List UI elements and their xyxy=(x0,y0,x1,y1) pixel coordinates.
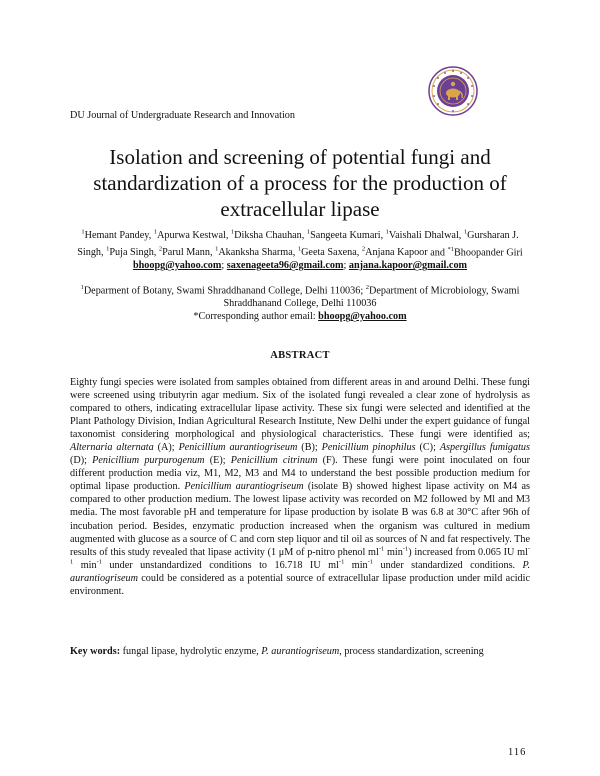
author-sup: 1 xyxy=(306,229,311,236)
affiliation-botany: Deparment of Botany, Swami Shraddhanand College, Delhi 110036; xyxy=(83,285,366,297)
author-name: Anjana Kapoor xyxy=(365,246,428,258)
affiliations xyxy=(70,281,530,323)
author-sup: 1 xyxy=(106,245,110,253)
species-name: Penicillium citrinum xyxy=(230,455,318,467)
author-name: Diksha Chauhan xyxy=(234,230,302,242)
university-seal-icon xyxy=(428,66,478,116)
author-sup: 1 xyxy=(153,229,158,236)
abstract-text: Eighty fungi species were isolated from samples obtained from different areas in and around Delhi. These fungi were screened using tributyrin agar medium. Six of the isolated fungi revealed a clear zone of hydrolysis as compared to others, indicating extracellular lipase activity. These six fungi were selected and identified at the Plant Pathology Division, Indian Agricultural Research Institute, New Delhi under the expert guidance of fungal taxonomist considering morphological and physiological characteristics. These fungi were identified as; Alternaria alternata (A); Penicillium aurantiogriseum (B); Penicillium pinophilus (C); Aspergillus fumigatus (D); Penicillium purpurogenum (E); Penicillium citrinum (F). These fungi were point inoculated on four different production media viz, M1, M2, M3 and M4 to understand the best possible production medium for optimal lipase production. Penicillium aurantiogriseum (isolate B) showed highest lipase activity on M4 as compared to other production medium. The lowest lipase activity was recorded on M2 followed by Ml and M3 media. The most favorable pH and temperature for lipase production by isolate B was 6.8 at 30°C after 96h of incubation period. Besides, enzymatic production increased when the organism was cultured in medium augmented with glucose as a source of C and corn step liquor and til oil as sources of N and fat respectively. The results of this study revealed that lipase activity (1 μM of p-nitro phenol $ml^{-1}$ $\min^{-1}$) increased from 0.065 IU $ml^{-1}$ $\min^{-1}$ under unstandardized conditions to 16.718 IU $ml^{-1}$ $\min^{-1}$ under standardized conditions. P. aurantiogriseum could be considered as a potential source of extracellular lipase production under mild acidic environment. xyxy=(70,377,531,597)
author-sup: 1 xyxy=(297,245,302,253)
author-sup: 1 xyxy=(230,229,235,236)
page-number: 116 xyxy=(508,747,527,758)
keywords: Key words: fungal lipase, hydrolytic enzyme, P. aurantiogriseum, process standardization, screening xyxy=(70,646,484,657)
author-sup: 1 xyxy=(81,229,85,236)
species-name: P. aurantiogriseum xyxy=(70,559,531,584)
affiliation-sup: 2 xyxy=(365,284,369,291)
author-name: Sangeeta Kumari xyxy=(310,230,381,242)
author-name: Puja Singh xyxy=(109,246,154,258)
author-name: Gursharan J. Singh xyxy=(77,230,519,258)
species-name: Penicillium aurantiogriseum xyxy=(184,481,304,493)
author-sup: 1 xyxy=(463,229,468,236)
author-name: Parul Mann xyxy=(162,246,210,258)
author-email-link[interactable]: anjana.kapoor@gmail.com xyxy=(348,260,468,272)
species-name: Penicillium purpurogenum xyxy=(92,455,205,467)
author-email-link[interactable]: bhoopg@yahoo.com xyxy=(132,260,222,272)
author-name: Vaishali Dhalwal xyxy=(388,230,459,242)
author-sup: 2 xyxy=(158,245,163,253)
author-name: Akanksha Sharma xyxy=(218,246,293,258)
corresponding-email-link[interactable]: bhoopg@yahoo.com xyxy=(318,311,407,323)
corresponding-label: *Corresponding author email: xyxy=(193,311,319,323)
author-name: Hemant Pandey xyxy=(84,230,149,242)
paper-title: Isolation and screening of potential fungi and standardization of a process for the production of extracellular lipase xyxy=(93,145,507,221)
author-name: Apurwa Kestwal xyxy=(157,230,226,242)
author-email-link[interactable]: saxenageeta96@gmail.com xyxy=(226,260,344,272)
species-name: Aspergillus fumigatus xyxy=(439,442,530,454)
author-sup: *1 xyxy=(447,245,454,253)
affiliation-microbiology: Department of Microbiology, Swami Shraddhanand College, Delhi 110036 xyxy=(223,285,520,310)
author-and: and xyxy=(427,246,448,258)
species-name: Alternaria alternata xyxy=(70,442,154,454)
author-sup: 2 xyxy=(361,245,366,253)
author-sup: 1 xyxy=(215,245,219,253)
affiliation-sup: 1 xyxy=(80,284,84,291)
species-name: Penicillium aurantiogriseum xyxy=(178,442,298,454)
journal-name: DU Journal of Undergraduate Research and Innovation xyxy=(70,110,295,121)
author-names: $^1$Hemant Pandey, $^1$Apurwa Kestwal, $^1$Diksha Chauhan, $^1$Sangeeta Kumari, $^1$Vaishali Dhalwal, $^1$Gursharan J. Singh, $^1$Puja Singh, $^2$Parul Mann, $^1$Akanksha Sharma, $^1$Geeta Saxena, $^2$Anjana Kapoor xyxy=(77,229,519,258)
species-name: Penicillium pinophilus xyxy=(321,442,416,454)
author-list: $^1$Hemant Pandey, $^1$Apurwa Kestwal, $^1$Diksha Chauhan, $^1$Sangeeta Kumari, $^1$Vaishali Dhalwal, $^1$Gursharan J. Singh, $^1$Puja Singh, $^2$Parul Mann, $^1$Akanksha Sharma, $^1$Geeta Saxena, $^2$Anjana Kapoor and $^{*1}$Bhoopander Giri bhoopg@yahoo.com; saxenageeta96@gmail.com; anjana.kapoor@gmail.com xyxy=(77,229,523,272)
author-sup: 1 xyxy=(385,229,389,236)
author-name: Geeta Saxena xyxy=(301,246,357,258)
abstract-heading: ABSTRACT xyxy=(270,350,330,361)
keywords-label: Key words: xyxy=(70,646,121,657)
author-name: Bhoopander Giri xyxy=(453,246,523,258)
